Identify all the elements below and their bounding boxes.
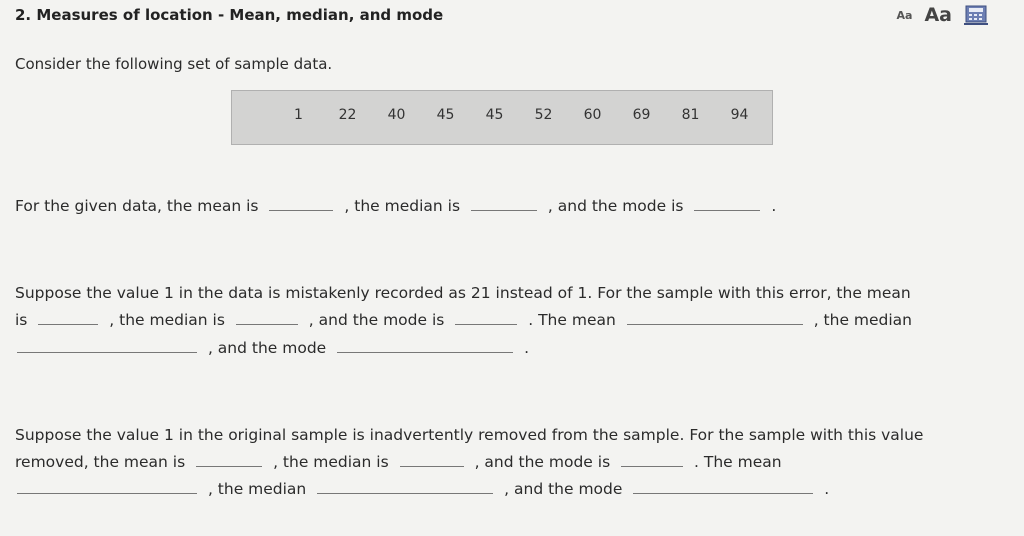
q2-mean-blank[interactable] (38, 323, 98, 325)
q3-median-blank[interactable] (400, 465, 464, 467)
data-value: 1 (294, 107, 303, 123)
data-value: 60 (583, 107, 602, 123)
q3-mode-compare-label: , and the mode (504, 480, 623, 498)
q3-line-1: Suppose the value 1 in the original sample is inadvertently removed from the sample. For the sample with this value (15, 426, 924, 444)
data-value: 40 (387, 107, 406, 123)
data-value: 22 (338, 107, 357, 123)
q1-median-label: , the median is (344, 197, 461, 215)
data-value: 69 (632, 107, 651, 123)
page-title: 2. Measures of location - Mean, median, and mode (15, 6, 444, 24)
q2-median-compare-select[interactable] (17, 351, 197, 353)
q2-mode-blank[interactable] (455, 323, 517, 325)
data-value: 81 (681, 107, 700, 123)
q2-mode-compare-select[interactable] (337, 351, 513, 353)
q1-mode-label: , and the mode is (547, 197, 684, 215)
intro-text: Consider the following set of sample data. (15, 55, 333, 73)
q1-mean-blank[interactable] (269, 209, 333, 211)
q2-mode-label: , and the mode is (308, 311, 445, 329)
q3-mean-compare-select[interactable] (17, 492, 197, 494)
q2-median-compare-label: , the median (813, 311, 913, 329)
data-value: 52 (534, 107, 553, 123)
q2-mean-compare-label: . The mean (528, 311, 616, 329)
q2-median-blank[interactable] (236, 323, 298, 325)
q3-median-compare-label: , the median (207, 480, 307, 498)
q3-median-compare-select[interactable] (317, 492, 493, 494)
q3-mode-compare-select[interactable] (633, 492, 813, 494)
q3-line-3 (15, 480, 829, 498)
q2-mean-compare-select[interactable] (627, 323, 803, 325)
q3-mean-label: removed, the mean is (15, 453, 186, 471)
q1-mode-blank[interactable] (694, 209, 760, 211)
sample-data-box (231, 90, 773, 145)
q2-end: . (524, 339, 530, 357)
calculator-icon[interactable] (964, 5, 988, 25)
q3-mode-blank[interactable] (621, 465, 683, 467)
data-value: 94 (730, 107, 749, 123)
q2-is-label: is (15, 311, 28, 329)
q1-line (15, 197, 776, 215)
data-value: 45 (436, 107, 455, 123)
font-size-large-button[interactable]: Aa (924, 4, 952, 26)
q2-line-3 (15, 339, 529, 357)
q3-mean-blank[interactable] (196, 465, 262, 467)
q1-end: . (771, 197, 777, 215)
q3-median-label: , the median is (273, 453, 389, 471)
toolbar (897, 4, 988, 26)
font-size-small-button[interactable]: Aa (896, 8, 913, 22)
q3-mean-compare-label: . The mean (694, 453, 782, 471)
q3-mode-label: , and the mode is (474, 453, 611, 471)
q3-end: . (824, 480, 830, 498)
q2-mode-compare-label: , and the mode (207, 339, 327, 357)
q1-median-blank[interactable] (471, 209, 537, 211)
q2-line-1: Suppose the value 1 in the data is mistakenly recorded as 21 instead of 1. For the sample with this error, the mean (15, 284, 911, 302)
q2-median-label: , the median is (109, 311, 225, 329)
q1-mean-label: For the given data, the mean is (15, 197, 259, 215)
q3-line-2 (15, 453, 782, 471)
sample-data-row (232, 107, 772, 123)
data-value: 45 (485, 107, 504, 123)
q2-line-2 (15, 311, 912, 329)
